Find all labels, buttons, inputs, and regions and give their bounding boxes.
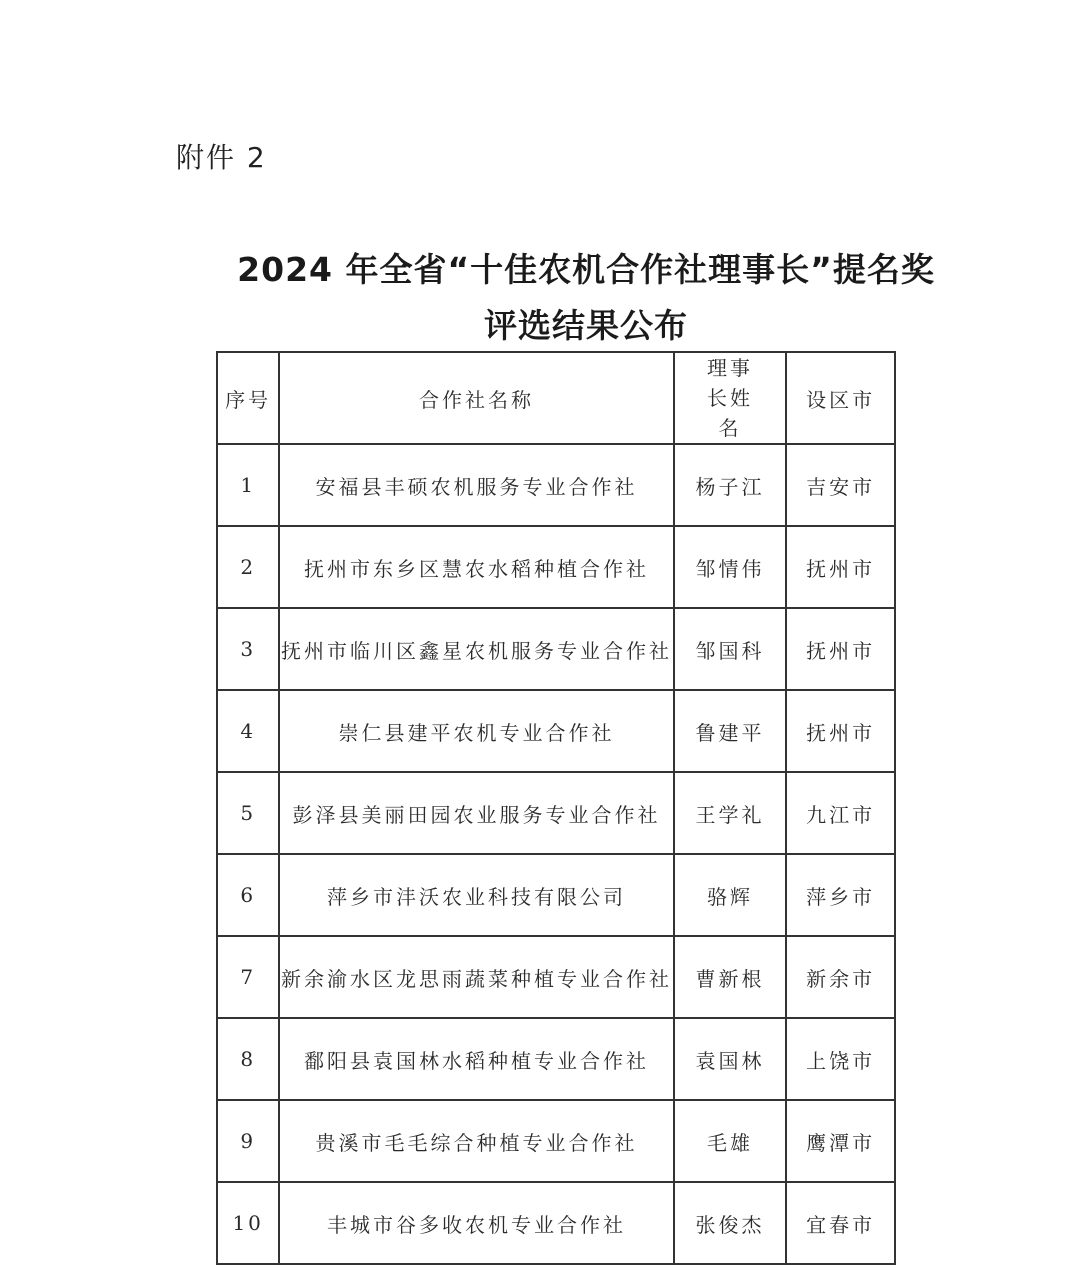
document-title-line-2: 评选结果公布 <box>484 306 688 345</box>
header-cooperative-name: 合作社名称 <box>279 352 673 444</box>
cell-no: 3 <box>217 608 279 690</box>
table-row <box>217 526 895 608</box>
cell-city: 宜春市 <box>786 1182 895 1264</box>
cell-city: 萍乡市 <box>786 854 895 936</box>
table-row <box>217 772 895 854</box>
cell-cooperative-name: 萍乡市沣沃农业科技有限公司 <box>279 854 673 936</box>
cell-no: 2 <box>217 526 279 608</box>
cell-chairman-name: 毛雄 <box>674 1100 787 1182</box>
cell-city: 鹰潭市 <box>786 1100 895 1182</box>
attachment-label: 附件 2 <box>176 141 267 174</box>
cell-chairman-name: 骆辉 <box>674 854 787 936</box>
table-row <box>217 1100 895 1182</box>
cell-cooperative-name: 贵溪市毛毛综合种植专业合作社 <box>279 1100 673 1182</box>
cell-chairman-name: 王学礼 <box>674 772 787 854</box>
cell-city: 上饶市 <box>786 1018 895 1100</box>
cell-chairman-name: 邹国科 <box>674 608 787 690</box>
cell-cooperative-name: 安福县丰硕农机服务专业合作社 <box>279 444 673 526</box>
cell-cooperative-name: 抚州市东乡区慧农水稻种植合作社 <box>279 526 673 608</box>
cell-chairman-name: 邹情伟 <box>674 526 787 608</box>
cell-cooperative-name: 彭泽县美丽田园农业服务专业合作社 <box>279 772 673 854</box>
cell-no: 10 <box>217 1182 279 1264</box>
cell-city: 抚州市 <box>786 526 895 608</box>
cell-no: 4 <box>217 690 279 772</box>
cell-chairman-name: 袁国林 <box>674 1018 787 1100</box>
document-title-line-1: 2024 年全省“十佳农机合作社理事长”提名奖 <box>237 250 935 289</box>
cell-cooperative-name: 抚州市临川区鑫星农机服务专业合作社 <box>279 608 673 690</box>
cell-chairman-name: 鲁建平 <box>674 690 787 772</box>
header-chairman-name: 理事长姓名 <box>674 352 787 444</box>
cell-no: 8 <box>217 1018 279 1100</box>
cell-city: 抚州市 <box>786 690 895 772</box>
header-no: 序号 <box>217 352 279 444</box>
table-row <box>217 444 895 526</box>
cell-cooperative-name: 丰城市谷多收农机专业合作社 <box>279 1182 673 1264</box>
cell-cooperative-name: 崇仁县建平农机专业合作社 <box>279 690 673 772</box>
table-row <box>217 1182 895 1264</box>
cell-city: 新余市 <box>786 936 895 1018</box>
cell-no: 5 <box>217 772 279 854</box>
header-city: 设区市 <box>786 352 895 444</box>
table-row <box>217 936 895 1018</box>
table-row <box>217 1018 895 1100</box>
cell-no: 6 <box>217 854 279 936</box>
cell-city: 吉安市 <box>786 444 895 526</box>
results-table <box>216 351 896 1265</box>
table-row <box>217 690 895 772</box>
cell-cooperative-name: 鄱阳县袁国林水稻种植专业合作社 <box>279 1018 673 1100</box>
cell-city: 九江市 <box>786 772 895 854</box>
table-row <box>217 608 895 690</box>
cell-chairman-name: 曹新根 <box>674 936 787 1018</box>
cell-chairman-name: 张俊杰 <box>674 1182 787 1264</box>
cell-cooperative-name: 新余渝水区龙思雨蔬菜种植专业合作社 <box>279 936 673 1018</box>
cell-chairman-name: 杨子江 <box>674 444 787 526</box>
cell-no: 9 <box>217 1100 279 1182</box>
cell-no: 1 <box>217 444 279 526</box>
table-row <box>217 854 895 936</box>
cell-no: 7 <box>217 936 279 1018</box>
cell-city: 抚州市 <box>786 608 895 690</box>
table-header-row <box>217 352 895 444</box>
